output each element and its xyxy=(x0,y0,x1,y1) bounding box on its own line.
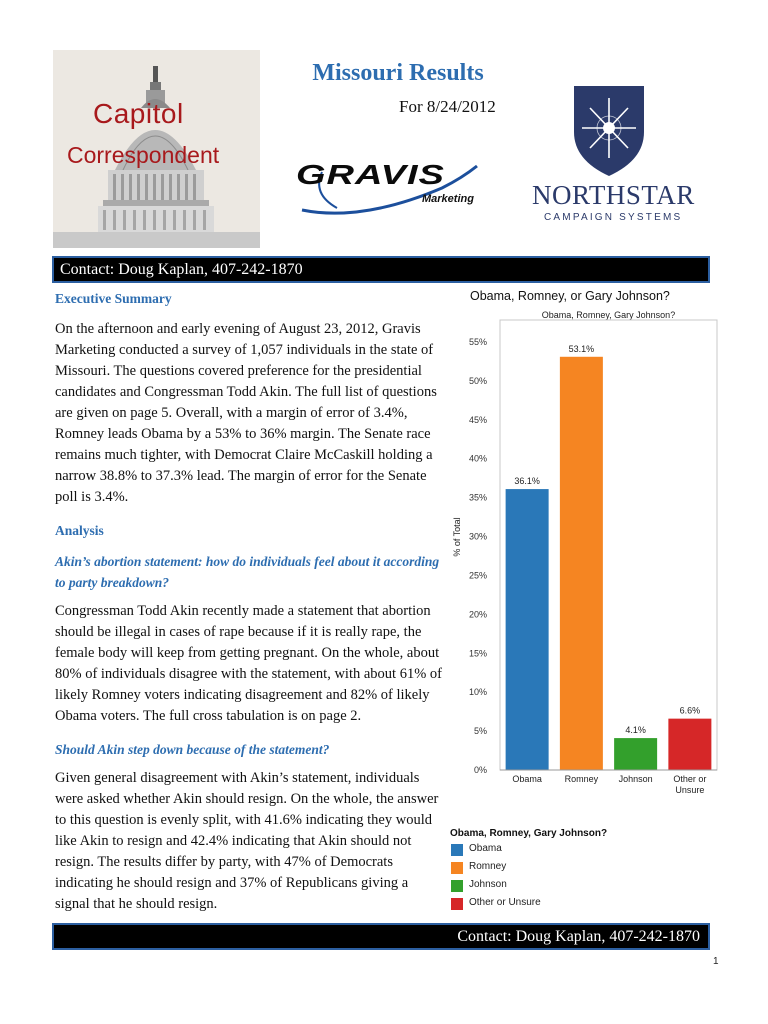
northstar-logo-text: NORTHSTAR xyxy=(532,180,695,210)
bar-chart xyxy=(452,305,725,810)
chart-bar xyxy=(506,489,549,770)
contact-bar-bottom: Contact: Doug Kaplan, 407-242-1870 xyxy=(52,923,710,950)
legend-label: Obama xyxy=(469,843,502,854)
bar-value-label: 6.6% xyxy=(679,705,701,716)
x-tick-label: Unsure xyxy=(675,785,705,795)
y-tick-label: 0% xyxy=(473,765,487,775)
bar-value-label: 36.1% xyxy=(514,476,540,487)
correspondent-logo-text: Correspondent xyxy=(67,142,220,168)
y-tick-label: 25% xyxy=(468,570,487,581)
y-tick-label: 50% xyxy=(468,375,487,386)
executive-summary-text: On the afternoon and early evening of August 23, 2012, Gravis Marketing conducted a survey of 1,057 individuals in the state of Missouri. The questions covered preference for the presidential candidates and Congressman Todd Akin. The full list of questions are given on page 5. Overall, with a margin of error of 3.4%, Romney leads Obama by a 53% to 36% margin. The Senate race remains much tighter, with Democrat Claire McCaskill holding a narrow 38.8% to 37.3% lead. The margin of error for the Senate poll is 3.4%. xyxy=(55,321,437,505)
y-tick-label: 20% xyxy=(468,609,487,620)
y-tick-label: 45% xyxy=(468,414,487,425)
executive-summary-heading: Executive Summary xyxy=(55,291,172,306)
legend-label: Romney xyxy=(469,861,507,872)
gravis-marketing-logo xyxy=(292,160,492,220)
y-tick-label: 55% xyxy=(468,337,487,347)
chart-bar xyxy=(560,357,603,770)
x-tick-label: Romney xyxy=(564,774,599,784)
y-tick-label: 30% xyxy=(468,531,487,542)
northstar-shield-icon xyxy=(530,80,690,180)
y-tick-label: 35% xyxy=(468,492,487,503)
chart-bar xyxy=(614,738,657,770)
question-heading-akin-resign: Should Akin step down because of the statement? xyxy=(55,742,330,757)
contact-bar-top: Contact: Doug Kaplan, 407-242-1870 xyxy=(52,256,710,283)
page-title: Missouri Results xyxy=(312,60,484,86)
chart-bar xyxy=(668,719,711,770)
chart-title: Obama, Romney, Gary Johnson? xyxy=(541,310,676,320)
legend-swatch xyxy=(451,898,463,910)
capitol-correspondent-logo xyxy=(53,50,260,248)
x-tick-label: Johnson xyxy=(618,774,653,784)
chart-heading: Obama, Romney, or Gary Johnson? xyxy=(470,289,670,303)
text-column xyxy=(55,288,445,927)
y-tick-label: 15% xyxy=(468,648,487,659)
northstar-logo xyxy=(530,80,695,230)
legend-title: Obama, Romney, Gary Johnson? xyxy=(450,828,608,839)
chart xyxy=(452,305,725,810)
northstar-logo-subtext: CAMPAIGN SYSTEMS xyxy=(544,212,683,223)
akin-resign-text: Given general disagreement with Akin’s statement, individuals were asked whether Akin should resign. On the whole, the answer to this question is evenly split, with 41.6% indicating they would like Akin to resign and 42.4% indicating that Akin should not resign. The results differ by party, with 47% of Democrats indicating he should resign and 37% of Republicans giving a signal that he should resign. xyxy=(55,770,439,912)
x-tick-label: Obama xyxy=(512,774,542,784)
y-axis-label: % of Total xyxy=(452,517,462,557)
bar-value-label: 4.1% xyxy=(625,725,646,736)
legend-swatch xyxy=(451,880,463,892)
y-tick-label: 10% xyxy=(468,687,487,698)
legend-swatch xyxy=(451,844,463,856)
legend-label: Other or Unsure xyxy=(469,897,541,908)
gravis-logo-text: GRAVIS xyxy=(296,160,445,191)
page-date: For 8/24/2012 xyxy=(399,97,496,116)
legend-label: Johnson xyxy=(469,879,507,890)
bar-value-label: 53.1% xyxy=(568,343,595,354)
analysis-heading: Analysis xyxy=(55,523,104,538)
question-heading-akin-statement: Akin’s abortion statement: how do individuals feel about it according to party breakdown? xyxy=(55,554,440,590)
x-tick-label: Other or xyxy=(673,774,707,784)
y-tick-label: 40% xyxy=(468,453,487,464)
legend-swatch xyxy=(451,862,463,874)
page-number: 1 xyxy=(713,956,719,967)
akin-statement-text: Congressman Todd Akin recently made a statement that abortion should be illegal in cases of rape because if it is really rape, the female body will keep from getting pregnant. On the whole, about 80% of individuals disagree with the statement, with about 61% of likely Romney voters indicating disagreement and 82% of likely Obama voters. The full cross tabulation is on page 2. xyxy=(55,603,442,724)
capitol-logo-text: Capitol xyxy=(93,98,184,129)
y-tick-label: 5% xyxy=(473,726,487,737)
gravis-logo-subtext: Marketing xyxy=(422,193,474,205)
